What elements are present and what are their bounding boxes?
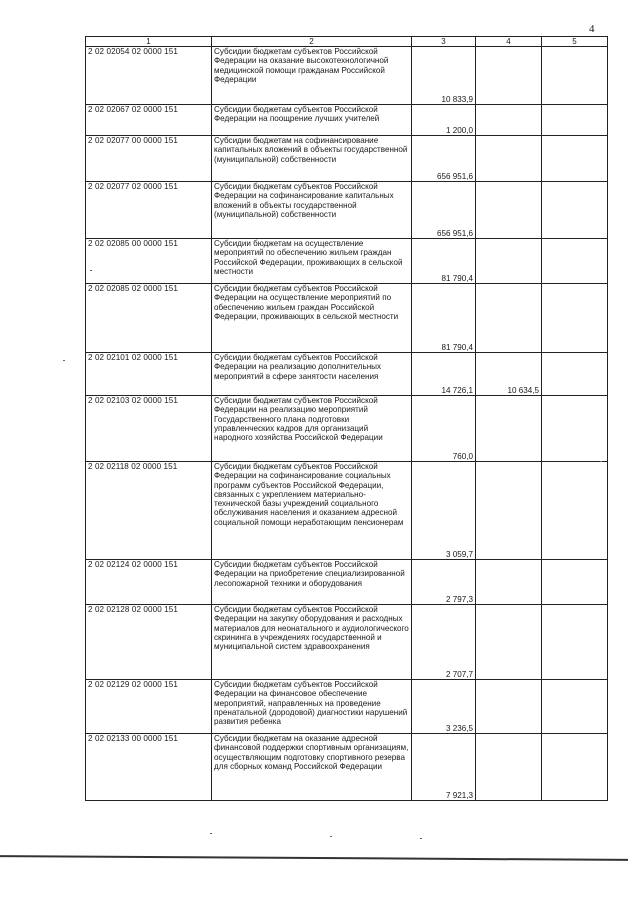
amount-col4-cell (476, 182, 542, 239)
table-row (86, 284, 608, 353)
table-row (86, 605, 608, 680)
amount-col5-cell (542, 239, 608, 284)
budget-code-cell: 2 02 02103 02 0000 151 (86, 396, 212, 462)
table-row (86, 353, 608, 396)
amount-col4-cell (476, 284, 542, 353)
amount-col3-cell: 1 200,0 (412, 105, 476, 136)
amount-col5-cell (542, 396, 608, 462)
amount-col3-cell: 3 059,7 (412, 462, 476, 560)
amount-col4-cell (476, 734, 542, 801)
amount-col4-cell (476, 560, 542, 605)
amount-col3-cell: 760,0 (412, 396, 476, 462)
table-row (86, 560, 608, 605)
item-name-cell: Субсидии бюджетам субъектов Российской Федерации на реализацию мероприятий Государственного плана подготовки управленческих кадров для организаций народного хозяйства Российской Федерации (212, 396, 412, 462)
scan-speck (420, 838, 422, 839)
amount-col5-cell (542, 353, 608, 396)
amount-col3-cell: 7 921,3 (412, 734, 476, 801)
item-name-cell: Субсидии бюджетам субъектов Российской Федерации на софинансирование капитальных вложений в объекты государственной (муниципальной) собственности (212, 182, 412, 239)
item-name-cell: Субсидии бюджетам на софинансирование капитальных вложений в объекты государственной (муниципальной) собственности (212, 136, 412, 182)
table-row (86, 239, 608, 284)
amount-col4-cell (476, 239, 542, 284)
column-header-1: 1 (86, 37, 212, 47)
scan-speck (210, 833, 212, 834)
table-row (86, 136, 608, 182)
scan-speck (63, 360, 65, 361)
amount-col3-cell: 2 797,3 (412, 560, 476, 605)
budget-code-cell: 2 02 02054 02 0000 151 (86, 47, 212, 105)
budget-code-cell: 2 02 02133 00 0000 151 (86, 734, 212, 801)
budget-code-cell: 2 02 02124 02 0000 151 (86, 560, 212, 605)
item-name-cell: Субсидии бюджетам субъектов Российской Федерации на поощрение лучших учителей (212, 105, 412, 136)
table-row (86, 47, 608, 105)
item-name-cell: Субсидии бюджетам субъектов Российской Федерации на закупку оборудования и расходных материалов для неонатального и аудиологического скрининга в учреждениях государственной и муниципальной систем здравоохранения (212, 605, 412, 680)
item-name-cell: Субсидии бюджетам субъектов Российской Федерации на приобретение специализированной лесопожарной техники и оборудования (212, 560, 412, 605)
amount-col5-cell (542, 560, 608, 605)
page-number: 4 (589, 23, 595, 35)
table-row (86, 182, 608, 239)
amount-col3-cell: 14 726,1 (412, 353, 476, 396)
item-name-cell: Субсидии бюджетам субъектов Российской Федерации на финансовое обеспечение мероприятий, направленных на проведение пренатальной (дородовой) диагностики нарушений развития ребенка (212, 680, 412, 734)
table-row (86, 396, 608, 462)
column-header-4: 4 (476, 37, 542, 47)
scan-speck (90, 270, 92, 271)
amount-col5-cell (542, 182, 608, 239)
amount-col4-cell (476, 47, 542, 105)
amount-col4-cell (476, 462, 542, 560)
item-name-cell: Субсидии бюджетам субъектов Российской Федерации на софинансирование социальных программ субъектов Российской Федерации, связанных с укреплением материально-технической базы учреждений социального обслуживания населения и оказанием адресной социальной помощи неработающим пенсионерам (212, 462, 412, 560)
scan-speck (330, 836, 332, 837)
budget-code-cell: 2 02 02129 02 0000 151 (86, 680, 212, 734)
amount-col4-cell (476, 680, 542, 734)
table-row (86, 462, 608, 560)
budget-code-cell: 2 02 02128 02 0000 151 (86, 605, 212, 680)
amount-col4-cell (476, 105, 542, 136)
amount-col5-cell (542, 605, 608, 680)
budget-code-cell: 2 02 02077 00 0000 151 (86, 136, 212, 182)
scan-speck (600, 461, 602, 462)
table-row (86, 680, 608, 734)
amount-col3-cell: 656 951,6 (412, 182, 476, 239)
budget-code-cell: 2 02 02085 00 0000 151 (86, 239, 212, 284)
amount-col5-cell (542, 136, 608, 182)
amount-col3-cell: 10 833,9 (412, 47, 476, 105)
item-name-cell: Субсидии бюджетам субъектов Российской Федерации на реализацию дополнительных мероприятий в сфере занятости населения (212, 353, 412, 396)
amount-col3-cell: 81 790,4 (412, 284, 476, 353)
table-header-row (86, 37, 608, 47)
amount-col3-cell: 2 707,7 (412, 605, 476, 680)
item-name-cell: Субсидии бюджетам на осуществление мероприятий по обеспечению жильем граждан Российской Федерации, проживающих в сельской местности (212, 239, 412, 284)
budget-revenue-table (85, 36, 608, 801)
column-header-2: 2 (212, 37, 412, 47)
amount-col5-cell (542, 284, 608, 353)
amount-col3-cell: 656 951,6 (412, 136, 476, 182)
amount-col3-cell: 81 790,4 (412, 239, 476, 284)
budget-code-cell: 2 02 02118 02 0000 151 (86, 462, 212, 560)
amount-col4-cell (476, 136, 542, 182)
amount-col5-cell (542, 734, 608, 801)
amount-col5-cell (542, 680, 608, 734)
scan-edge-line (0, 855, 628, 861)
item-name-cell: Субсидии бюджетам субъектов Российской Федерации на оказание высокотехнологичной медицинской помощи гражданам Российской Федерации (212, 47, 412, 105)
budget-code-cell: 2 02 02085 02 0000 151 (86, 284, 212, 353)
table-row (86, 734, 608, 801)
amount-col5-cell (542, 47, 608, 105)
amount-col4-cell (476, 605, 542, 680)
budget-code-cell: 2 02 02101 02 0000 151 (86, 353, 212, 396)
amount-col5-cell (542, 462, 608, 560)
amount-col3-cell: 3 236,5 (412, 680, 476, 734)
budget-code-cell: 2 02 02077 02 0000 151 (86, 182, 212, 239)
amount-col4-cell: 10 634,5 (476, 353, 542, 396)
budget-code-cell: 2 02 02067 02 0000 151 (86, 105, 212, 136)
item-name-cell: Субсидии бюджетам субъектов Российской Федерации на осуществление мероприятий по обеспечению жильем граждан Российской Федерации, проживающих в сельской местности (212, 284, 412, 353)
column-header-3: 3 (412, 37, 476, 47)
table-row (86, 105, 608, 136)
column-header-5: 5 (542, 37, 608, 47)
amount-col4-cell (476, 396, 542, 462)
amount-col5-cell (542, 105, 608, 136)
item-name-cell: Субсидии бюджетам на оказание адресной финансовой поддержки спортивным организациям, осуществляющим подготовку спортивного резерва для сборных команд Российской Федерации (212, 734, 412, 801)
